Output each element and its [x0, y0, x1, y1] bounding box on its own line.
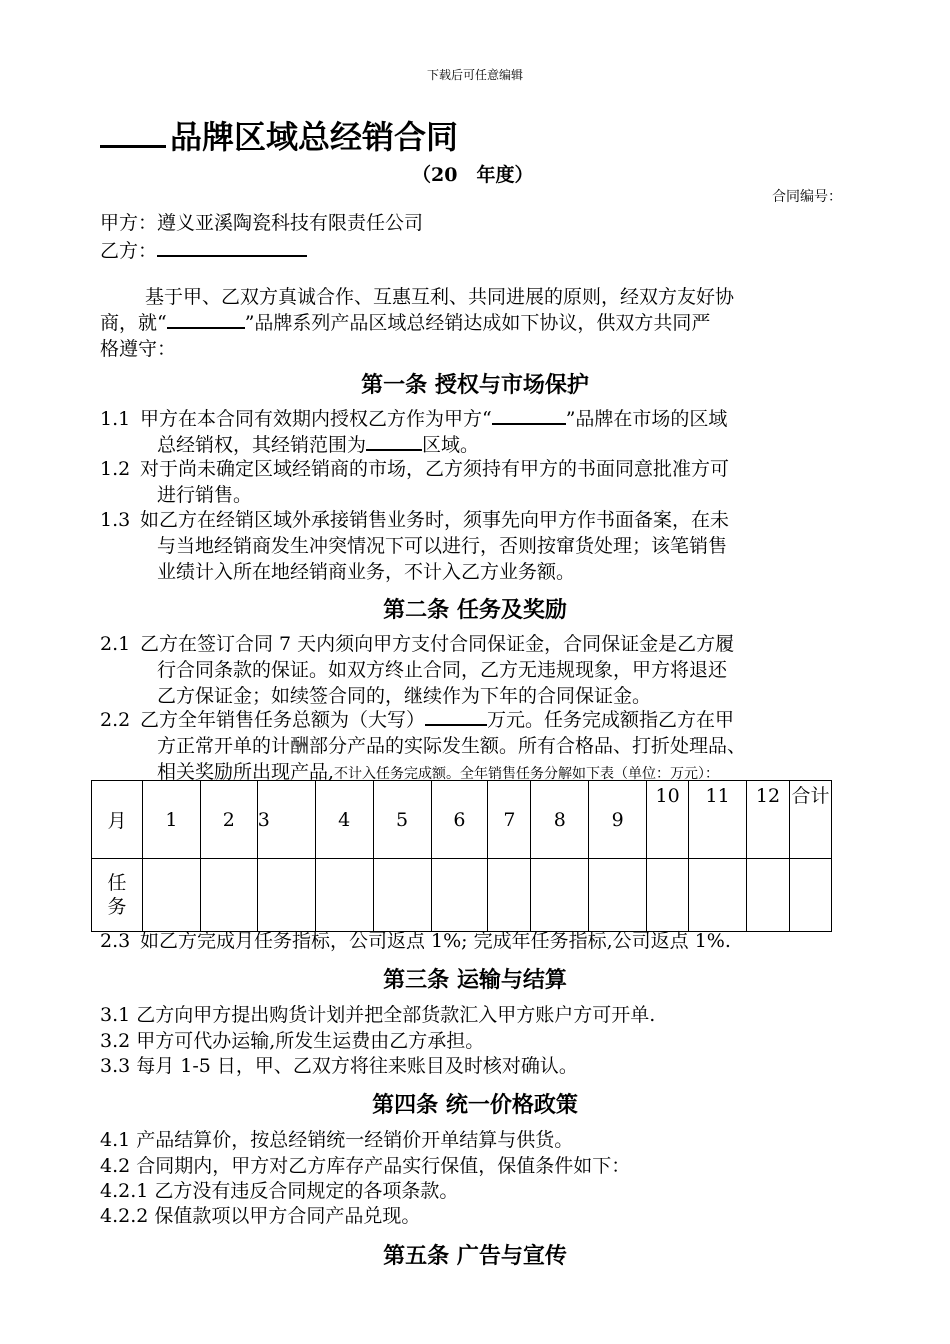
party-b: [100, 236, 307, 263]
clause-text: 进行销售。: [157, 484, 253, 506]
month-cell: 3: [257, 781, 315, 859]
task-cell: [647, 859, 689, 932]
clause-3-1: 3.1 乙方向甲方提出购货计划并把全部货款汇入甲方账户方可开单.: [100, 1004, 656, 1026]
clause-number: 2.2: [100, 709, 131, 731]
clause-text: 方正常开单的计酬部分产品的实际发生额。所有合格品、打折处理品、: [157, 735, 747, 757]
table-row-month: [92, 781, 832, 859]
brand-name-blank: [167, 327, 245, 329]
clause-2-3: [100, 928, 731, 954]
title-text: 品牌区域总经销合同: [170, 118, 459, 156]
month-cell: 11: [689, 781, 747, 859]
clause-number: 1.2: [100, 458, 131, 480]
task-cell: [431, 859, 488, 932]
clause-2-2: [100, 707, 746, 787]
month-cell: 12: [747, 781, 790, 859]
clause-number: 2.3: [100, 930, 131, 952]
task-cell: [589, 859, 647, 932]
clause-number: 1.3: [100, 509, 131, 531]
clause-text-small: 不计入任务完成额。全年销售任务分解如下表（单位：万元）：: [334, 766, 720, 782]
article-5-heading: 第五条 广告与宣传: [383, 1243, 567, 1269]
clause-3-3: 3.3 每月 1-5 日，甲、乙双方将往来账目及时核对确认。: [100, 1055, 578, 1077]
brand-blank-2: [492, 423, 566, 425]
task-cell: [142, 859, 200, 932]
clause-text: 区域。: [422, 434, 480, 456]
clause-4-2-2: 4.2.2 保值款项以甲方合同产品兑现。: [100, 1205, 421, 1227]
month-cell: 10: [647, 781, 689, 859]
table-row-task: [92, 859, 832, 932]
intro-line-3: 格遵守：: [100, 338, 177, 360]
clause-number: 1.1: [100, 408, 131, 430]
party-b-blank: [157, 255, 307, 257]
clause-4-2-1: 4.2.1 乙方没有违反合同规定的各项条款。: [100, 1180, 459, 1202]
intro-paragraph: [100, 284, 734, 362]
clause-text: 乙方保证金；如续签合同的，继续作为下年的合同保证金。: [157, 685, 652, 707]
intro-line-2-post: ”品牌系列产品区域总经销达成如下协议，供双方共同严: [244, 312, 711, 334]
clause-text: 万元。任务完成额指乙方在甲: [487, 709, 735, 731]
region-blank: [366, 449, 422, 451]
intro-line-1: 基于甲、乙双方真诚合作、互惠互利、共同进展的原则，经双方友好协: [145, 286, 735, 308]
clause-2-1: [100, 631, 734, 709]
clause-3-2: 3.2 甲方可代办运输,所发生运费由乙方承担。: [100, 1030, 485, 1052]
month-cell: 2: [200, 781, 257, 859]
clause-text: 对于尚未确定区域经销商的市场，乙方须持有甲方的书面同意批准方可: [140, 458, 730, 480]
party-b-label: 乙方：: [100, 240, 158, 262]
clause-text: 乙方全年销售任务总额为（大写）: [140, 709, 426, 731]
clause-text: ”品牌在市场的区域: [565, 408, 728, 430]
intro-line-2-pre: 商，就“: [100, 312, 167, 334]
clause-text: 总经销权，其经销范围为: [157, 434, 367, 456]
clause-text: 如乙方在经销区域外承接销售业务时，须事先向甲方作书面备案，在未: [140, 509, 730, 531]
party-a: 甲方：遵义亚溪陶瓷科技有限责任公司: [100, 212, 424, 234]
task-cell: [488, 859, 531, 932]
article-1-heading: 第一条 授权与市场保护: [361, 372, 589, 398]
clause-text: 相关奖励所出现产品,: [157, 761, 335, 783]
clause-4-1: 4.1 产品结算价，按总经销统一经销价开单结算与供货。: [100, 1129, 574, 1151]
clause-1-1: [100, 406, 727, 458]
month-header: 月: [92, 781, 143, 859]
task-total-cell: [790, 859, 832, 932]
article-2-heading: 第二条 任务及奖励: [383, 597, 567, 623]
year-line: （20 年度）: [412, 164, 534, 186]
contract-title: [100, 112, 458, 158]
month-cell: 9: [589, 781, 647, 859]
contract-number-label: 合同编号：: [772, 189, 842, 205]
task-cell: [257, 859, 315, 932]
clause-text: 乙方在签订合同 7 天内须向甲方支付合同保证金，合同保证金是乙方履: [140, 633, 735, 655]
total-header: 合计: [790, 781, 832, 859]
download-note: 下载后可任意编辑: [426, 68, 523, 82]
month-cell: 7: [488, 781, 531, 859]
article-4-heading: 第四条 统一价格政策: [372, 1092, 578, 1118]
brand-blank: [100, 117, 166, 148]
task-cell: [531, 859, 589, 932]
clause-number: 2.1: [100, 633, 131, 655]
month-cell: 5: [373, 781, 431, 859]
amount-blank: [425, 724, 487, 726]
task-cell: [315, 859, 373, 932]
month-cell: 6: [431, 781, 488, 859]
clause-1-2: [100, 456, 729, 508]
clause-text: 如乙方完成月任务指标，公司返点 1%; 完成年任务指标,公司返点 1%.: [140, 930, 731, 952]
clause-text: 甲方在本合同有效期内授权乙方作为甲方“: [140, 408, 492, 430]
task-cell: [200, 859, 257, 932]
task-cell: [689, 859, 747, 932]
month-cell: 4: [315, 781, 373, 859]
clause-text: 业绩计入所在地经销商业务，不计入乙方业务额。: [157, 561, 576, 583]
month-cell: 8: [531, 781, 589, 859]
task-cell: [373, 859, 431, 932]
monthly-task-table: [91, 780, 832, 932]
intro-line-2: [100, 310, 734, 336]
article-3-heading: 第三条 运输与结算: [383, 967, 567, 993]
clause-text: 行合同条款的保证。如双方终止合同，乙方无违规现象，甲方将退还: [157, 659, 728, 681]
clause-text: 与当地经销商发生冲突情况下可以进行，否则按窜货处理；该笔销售: [157, 535, 728, 557]
task-header: 任务: [92, 859, 143, 932]
task-cell: [747, 859, 790, 932]
clause-4-2: 4.2 合同期内，甲方对乙方库存产品实行保值，保值条件如下：: [100, 1155, 631, 1177]
month-cell: 1: [142, 781, 200, 859]
clause-1-3: [100, 507, 729, 585]
